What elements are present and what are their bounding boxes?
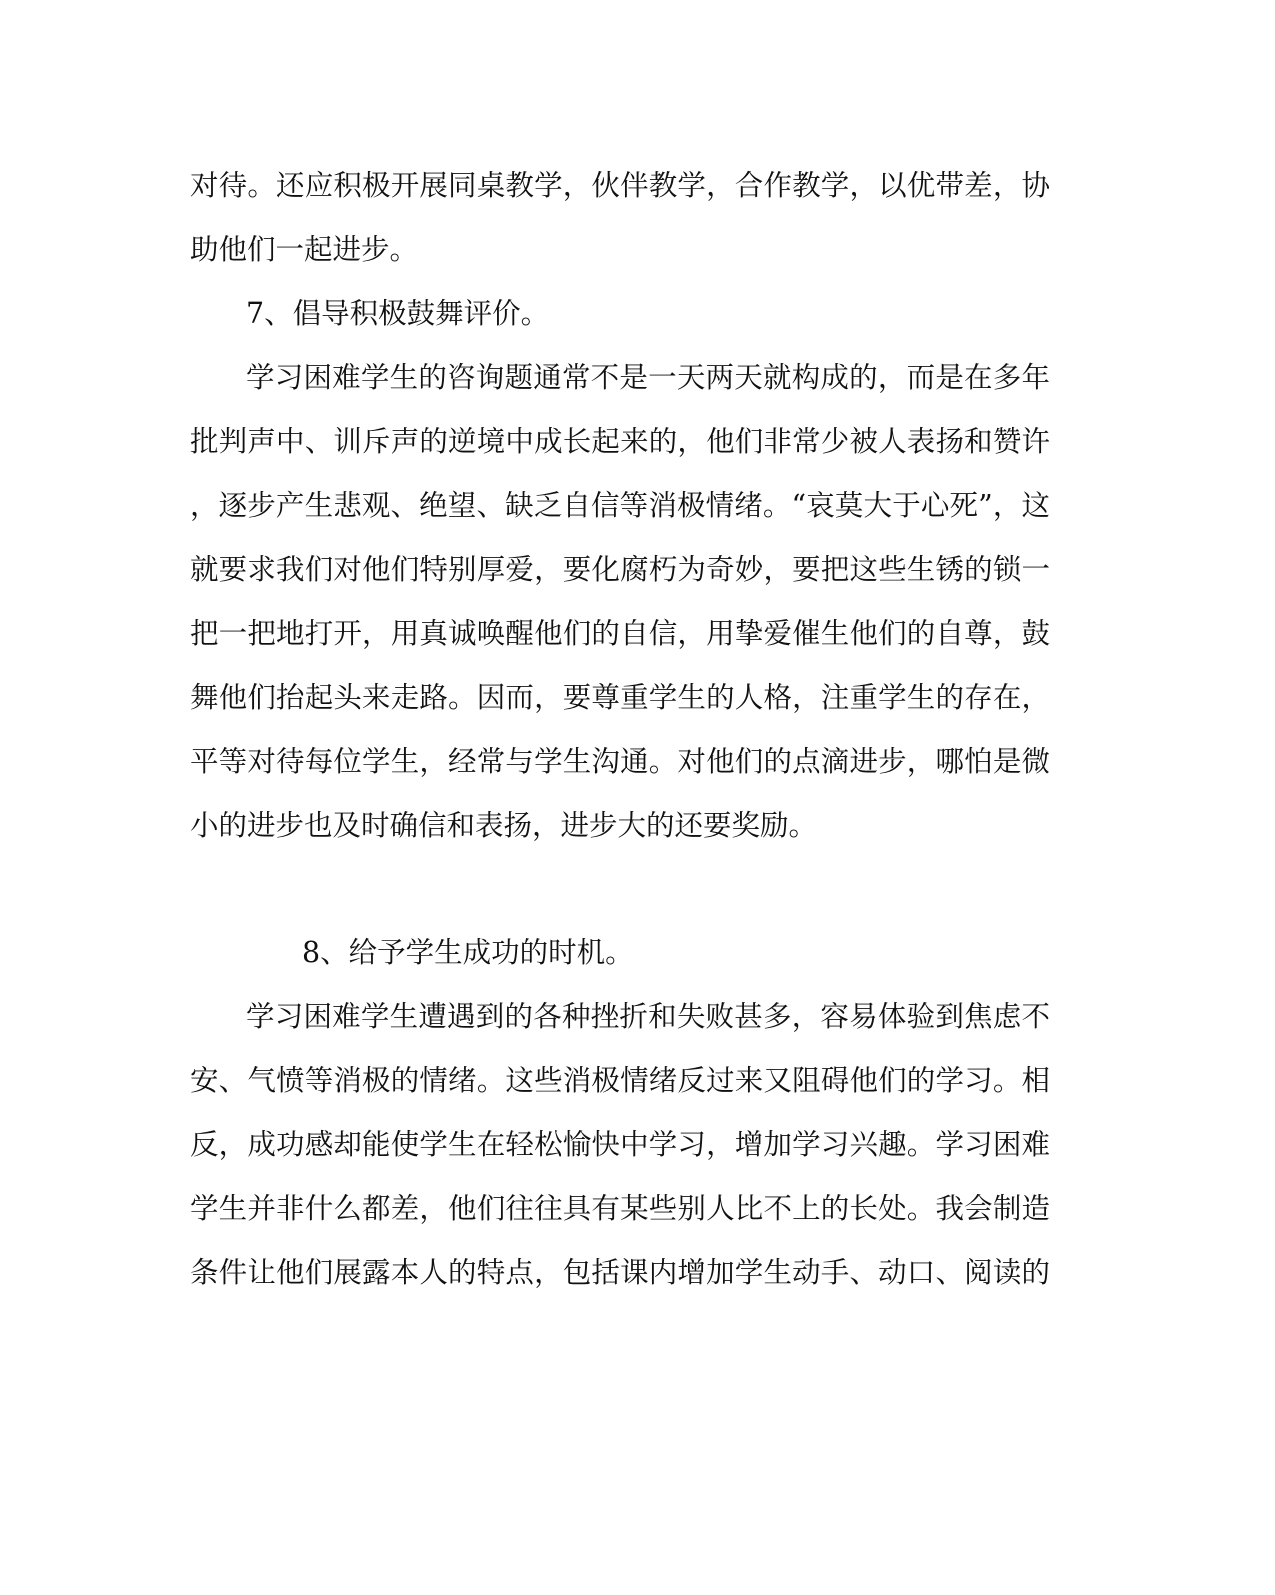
text-line: 小的进步也及时确信和表扬，进步大的还要奖励。 [190, 809, 818, 842]
text-line: 就要求我们对他们特别厚爱，要化腐朽为奇妙，要把这些生锈的锁一 [190, 553, 1050, 586]
text-line: ，逐步产生悲观、绝望、缺乏自信等消极情绪。“哀莫大于心死”，这 [190, 489, 1050, 522]
text-line: 对待。还应积极开展同桌教学，伙伴教学，合作教学，以优带差，协 [190, 169, 1050, 202]
text-line: 学习困难学生遭遇到的各种挫折和失败甚多，容易体验到焦虑不 [246, 1000, 1050, 1033]
text-line: 安、气愤等消极的情绪。这些消极情绪反过来又阻碍他们的学习。相 [190, 1064, 1050, 1097]
text-line: 舞他们抬起头来走路。因而，要尊重学生的人格，注重学生的存在， [190, 681, 1050, 714]
section-heading-8: 8、给予学生成功的时机。 [302, 936, 634, 969]
text-line: 学生并非什么都差，他们往往具有某些别人比不上的长处。我会制造 [190, 1192, 1050, 1225]
text-line: 把一把地打开，用真诚唤醒他们的自信，用挚爱催生他们的自尊，鼓 [190, 617, 1050, 650]
text-line: 平等对待每位学生，经常与学生沟通。对他们的点滴进步，哪怕是微 [190, 745, 1050, 778]
text-line: 条件让他们展露本人的特点，包括课内增加学生动手、动口、阅读的 [190, 1256, 1050, 1289]
text-line: 助他们一起进步。 [190, 233, 419, 266]
text-line: 学习困难学生的咨询题通常不是一天两天就构成的，而是在多年 [246, 361, 1050, 394]
text-line: 反，成功感却能使学生在轻松愉快中学习，增加学习兴趣。学习困难 [190, 1128, 1050, 1161]
section-heading-7: 7、倡导积极鼓舞评价。 [246, 297, 550, 330]
text-line: 批判声中、训斥声的逆境中成长起来的，他们非常少被人表扬和赞许 [190, 425, 1050, 458]
